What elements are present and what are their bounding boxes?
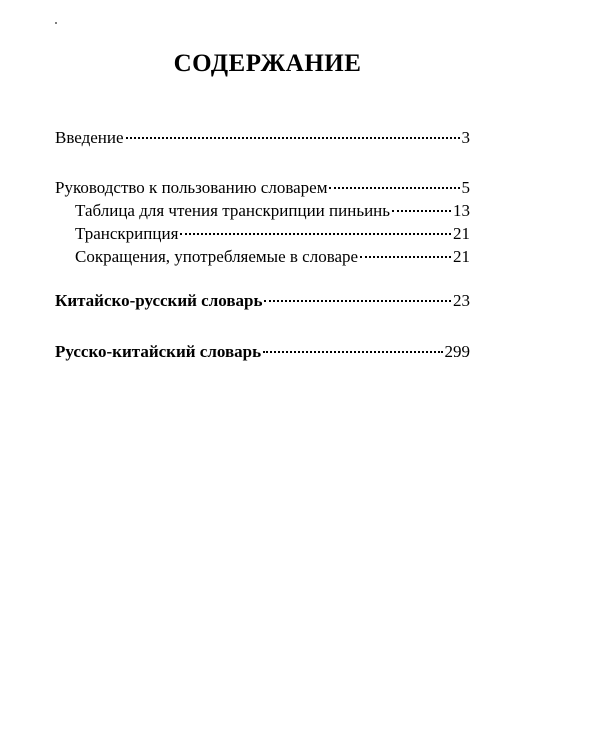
dot-leader [263,351,442,353]
toc-entry-page-number: 299 [444,342,470,361]
dot-leader [329,187,459,189]
toc-entry-label: Введение [55,128,124,147]
toc-entry-page-number: 13 [453,201,470,220]
dot-leader [360,256,451,258]
toc-entry-russian-chinese [55,341,470,363]
dot-leader [180,233,451,235]
toc-entry-page-number: 21 [453,247,470,266]
toc-entry-label: Руководство к пользованию словарем [55,178,328,197]
toc-entry-introduction [55,127,470,149]
toc-entry-label: Таблица для чтения транскрипции пиньинь [75,201,391,220]
toc-entry-abbreviations [75,246,470,268]
toc-entry-label: Сокращения, употребляемые в словаре [75,247,359,266]
toc-entry-page-number: 21 [453,224,470,243]
scan-speck [55,22,57,24]
toc-entry-label: Русско-китайский словарь [55,342,262,361]
dot-leader [392,210,451,212]
toc-entry-guide [55,177,470,199]
dot-leader [126,137,460,139]
toc-entry-pinyin-table [75,200,470,222]
page-title: СОДЕРЖАНИЕ [173,50,362,77]
dot-leader [264,300,451,302]
toc-entry-page-number: 23 [453,291,470,310]
toc-entry-page-number: 5 [461,178,470,197]
toc-entry-transcription [75,223,470,245]
toc-entry-page-number: 3 [461,128,470,147]
toc-entry-chinese-russian [55,290,470,312]
toc-entry-label: Транскрипция [75,224,179,243]
toc-entry-label: Китайско-русский словарь [55,291,263,310]
